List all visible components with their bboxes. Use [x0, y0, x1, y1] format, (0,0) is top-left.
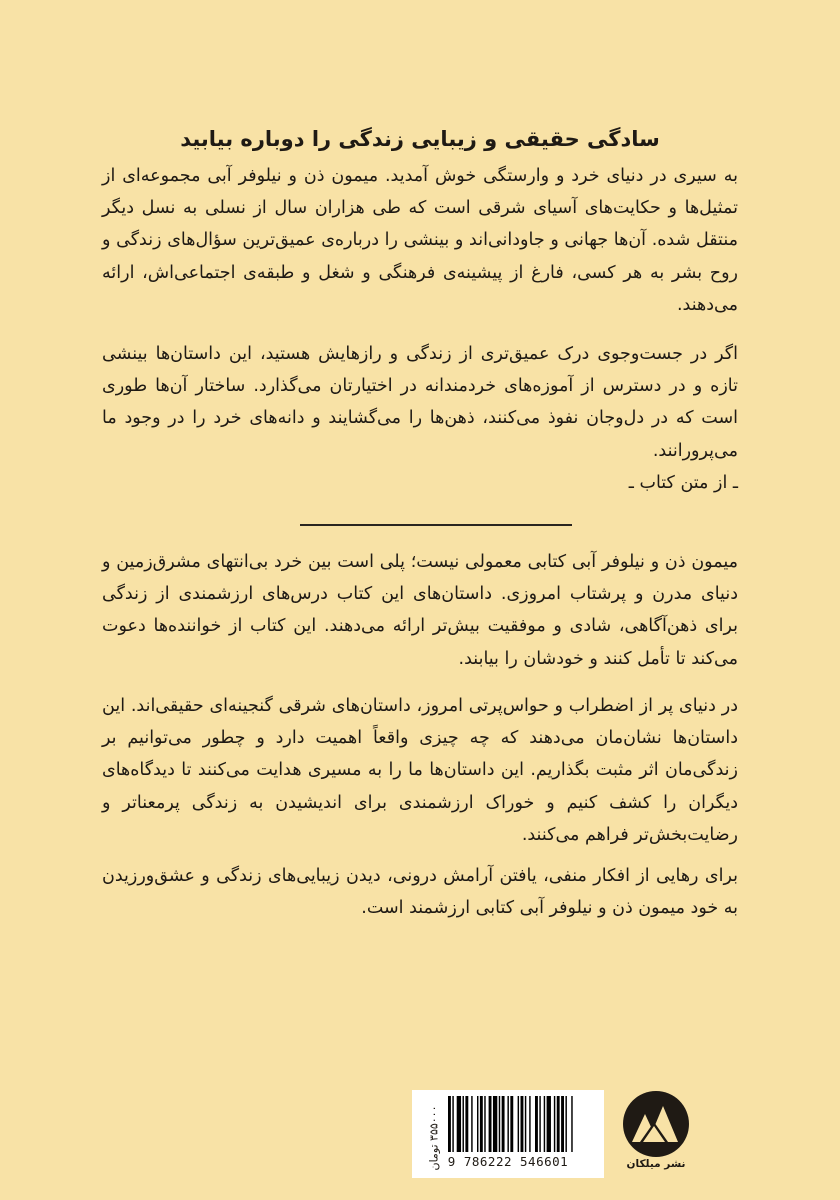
section-divider — [300, 524, 572, 526]
blurb-paragraph-4: در دنیای پر از اضطراب و حواس‌پرتی امروز، داستان‌های شرقی گنجینه‌ای حقیقی‌اند. این داستان‌ها نشان‌مان می‌دهند که چه چیزی واقعاً اهمیت دارد و چطور می‌توانیم بر زندگی‌مان اثر مثبت بگذاریم. این داستان‌ها ما را به مسیری هدایت می‌کنند تا دیدگاه‌های دیگران را کشف کنیم و خوراک ارزشمندی برای اندیشیدن به زندگی پرمعناتر و رضایت‌بخش‌تر فراهم می‌کنند. — [102, 696, 738, 845]
blurb-paragraph-1: به سیری در دنیای خرد و وارستگی خوش آمدید. میمون ذن و نیلوفر آبی مجموعه‌ای از تمثیل‌ها و حکایت‌های آسیای شرقی است که طی هزاران سال از نسلی به نسل دیگر منتقل شده. آن‌ها جهانی و جاودانی‌اند و بینشی را درباره‌ی عمیق‌ترین سؤال‌های زندگی و روح بشر به هر کسی، فارغ از پیشینه‌ی فرهنگی و شغل و طبقه‌ی اجتماعی‌اش، ارائه می‌دهند. — [102, 166, 738, 315]
price-text: ۳۵۵۰۰۰ تومان — [427, 1105, 441, 1171]
cover-headline: سادگی حقیقی و زیبایی زندگی را دوباره بیابید — [180, 127, 660, 151]
blurb-paragraph-5: برای رهایی از افکار منفی، یافتن آرامش درونی، دیدن زیبایی‌های زندگی و عشق‌ورزیدن به خود میمون ذن و نیلوفر آبی کتابی ارزشمند است. — [102, 866, 738, 919]
publisher-name: نشر میلکان — [626, 1158, 686, 1170]
source-attribution: ـ از متن کتاب ـ — [628, 473, 738, 493]
blurb-paragraph-2: اگر در جست‌وجوی درک عمیق‌تری از زندگی و رازهایش هستید، این داستان‌ها بینشی تازه و در دسترس از آموزه‌های خردمندانه در اختیارتان می‌گذارد. ساختار آن‌ها طوری است که در دل‌وجان نفوذ می‌کنند، ذهن‌ها را می‌گشایند و دانه‌های خرد را در وجود ما می‌پرورانند. — [102, 344, 738, 461]
publisher-logo — [618, 1090, 694, 1180]
isbn-number: 9 786222 546601 — [447, 1154, 569, 1169]
mountain-logo-icon — [618, 1090, 694, 1158]
price-label — [424, 1105, 444, 1171]
blurb-paragraph-3: میمون ذن و نیلوفر آبی کتابی معمولی نیست؛ پلی است بین خرد بی‌انتهای مشرق‌زمین و دنیای مدرن و پرشتاب امروزی. داستان‌های این کتاب درس‌های ارزشمندی از زندگی برای ذهن‌آگاهی، شادی و موفقیت بیش‌تر ارائه می‌دهند. این کتاب از خواننده‌ها دعوت می‌کند تا تأمل کنند و خودشان را بیابند. — [102, 552, 738, 669]
